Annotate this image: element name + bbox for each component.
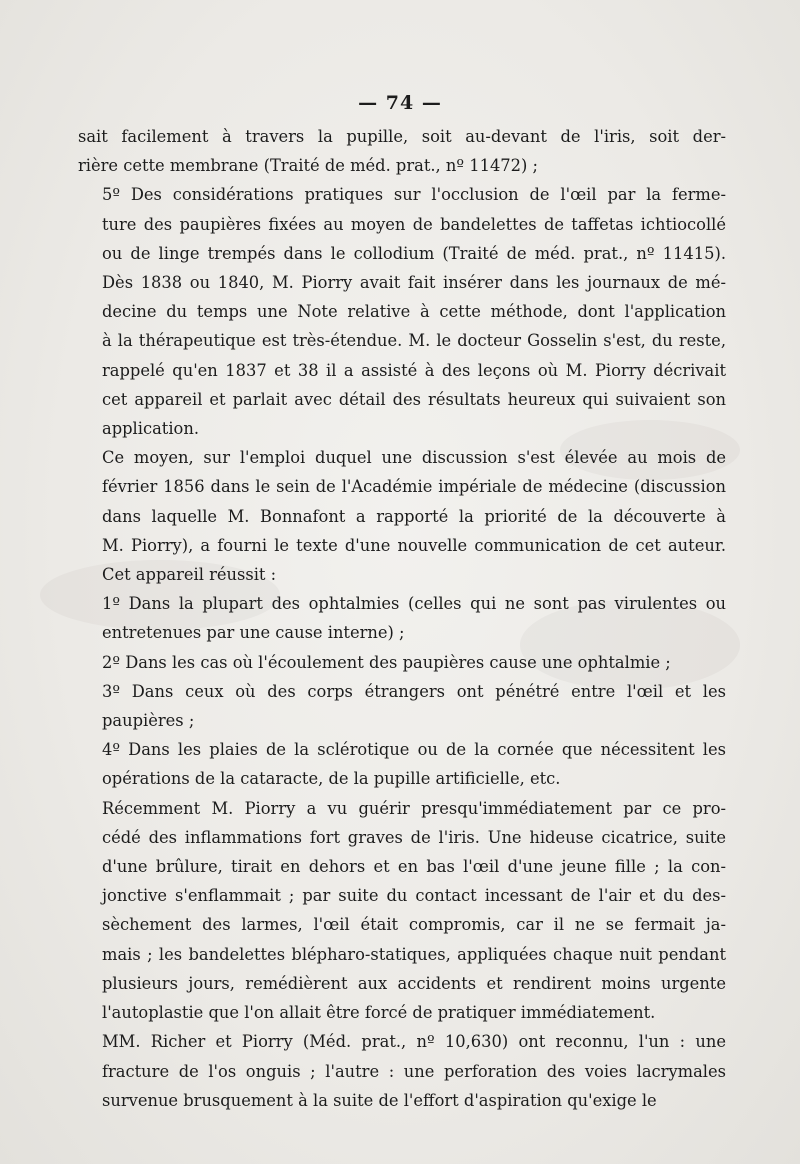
paragraph	[78, 648, 726, 677]
text-line: à la thérapeutique est très-étendue. M. le docteur Gosselin s'est, du reste,	[102, 331, 726, 351]
text-line: paupières ;	[102, 711, 195, 731]
text-line: cet appareil et parlait avec détail des résultats heureux qui suivaient son	[102, 389, 726, 409]
text-line: 3º Dans ceux où des corps étrangers ont pénétré entre l'œil et les	[102, 681, 726, 701]
text-line: jonctive s'enflammait ; par suite du contact incessant de l'air et du des-	[102, 886, 726, 906]
text-line: 2º Dans les cas où l'écoulement des paupières cause une ophtalmie ;	[102, 652, 671, 672]
text-line: sèchement des larmes, l'œil était compromis, car il ne se fermait ja-	[102, 915, 726, 935]
text-line: rière cette membrane (Traité de méd. prat., nº 11472) ;	[78, 156, 539, 176]
paragraph	[78, 1027, 726, 1115]
text-line: dans laquelle M. Bonnafont a rapporté la priorité de la découverte à	[102, 506, 726, 526]
text-line: opérations de la cataracte, de la pupille artificielle, etc.	[102, 769, 561, 789]
text-line: MM. Richer et Piorry (Méd. prat., nº 10,630) ont reconnu, l'un : une	[102, 1032, 726, 1052]
text-line: Ce moyen, sur l'emploi duquel une discussion s'est élevée au mois de	[102, 448, 726, 468]
paragraph	[78, 589, 726, 647]
text-line: mais ; les bandelettes blépharo-statiques, appliquées chaque nuit pendant	[102, 944, 726, 964]
paragraph	[78, 677, 726, 735]
text-line: fracture de l'os onguis ; l'autre : une perforation des voies lacrymales	[102, 1061, 726, 1081]
paragraph	[78, 180, 726, 443]
text-line: decine du temps une Note relative à cette méthode, dont l'application	[102, 302, 726, 322]
body-text	[78, 122, 726, 1115]
text-line: l'autoplastie que l'on allait être forcé de pratiquer immédiatement.	[102, 1003, 656, 1023]
text-line: d'une brûlure, tirait en dehors et en bas l'œil d'une jeune fille ; la con-	[102, 857, 726, 877]
text-line: février 1856 dans le sein de l'Académie impériale de médecine (discussion	[102, 477, 726, 497]
text-line: M. Piorry), a fourni le texte d'une nouvelle communication de cet auteur.	[102, 535, 726, 555]
page-number: — 74 —	[358, 92, 442, 114]
text-line: 5º Des considérations pratiques sur l'occlusion de l'œil par la ferme-	[102, 185, 726, 205]
text-line: entretenues par une cause interne) ;	[102, 623, 405, 643]
paragraph	[78, 443, 726, 589]
text-line: ture des paupières fixées au moyen de bandelettes de taffetas ichtiocollé	[102, 214, 726, 234]
paragraph	[78, 794, 726, 1028]
text-line: Récemment M. Piorry a vu guérir presqu'immédiatement par ce pro-	[102, 798, 726, 818]
text-line: cédé des inflammations fort graves de l'iris. Une hideuse cicatrice, suite	[102, 827, 726, 847]
paragraph	[78, 735, 726, 793]
text-line: rappelé qu'en 1837 et 38 il a assisté à des leçons où M. Piorry décrivait	[102, 360, 726, 380]
text-line: Dès 1838 ou 1840, M. Piorry avait fait insérer dans les journaux de mé-	[102, 273, 726, 293]
text-line: sait facilement à travers la pupille, soit au-devant de l'iris, soit der-	[78, 127, 726, 146]
text-line: survenue brusquement à la suite de l'effort d'aspiration qu'exige le	[102, 1090, 657, 1110]
paragraph	[78, 122, 726, 180]
text-line: Cet appareil réussit :	[102, 565, 277, 585]
text-line: plusieurs jours, remédièrent aux accidents et rendirent moins urgente	[102, 973, 726, 993]
text-line: 4º Dans les plaies de la sclérotique ou de la cornée que nécessitent les	[102, 740, 726, 760]
text-line: application.	[102, 419, 200, 439]
text-line: 1º Dans la plupart des ophtalmies (celles qui ne sont pas virulentes ou	[102, 594, 726, 614]
text-line: ou de linge trempés dans le collodium (Traité de méd. prat., nº 11415).	[102, 243, 726, 263]
